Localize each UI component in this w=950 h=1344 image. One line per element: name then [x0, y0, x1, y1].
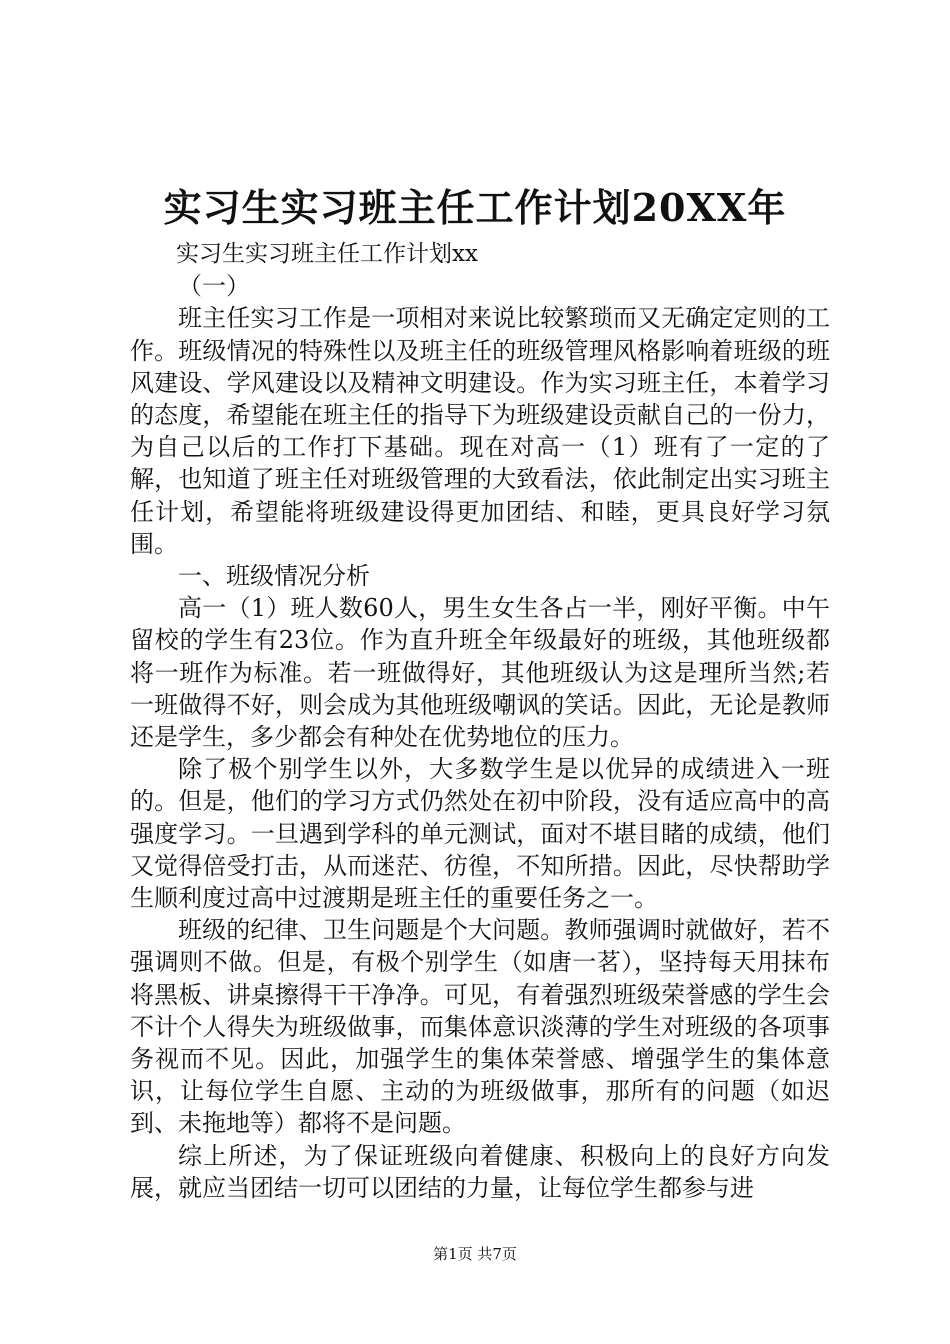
document-subtitle: 实习生实习班主任工作计划xx: [176, 241, 478, 267]
paragraph-study-habits: 除了极个别学生以外，大多数学生是以优异的成绩进入一班的。但是，他们的学习方式仍然处在初中阶段，没有适应高中的高强度学习。一旦遇到学科的单元测试，面对不堪目睹的成绩，他们又觉得倍受打击，从而迷茫、彷徨，不知所措。因此，尽快帮助学生顺利度过高中过渡期是班主任的重要任务之一。: [130, 755, 830, 913]
document-title: 实习生实习班主任工作计划20XX年: [163, 185, 787, 230]
document-body: [130, 238, 830, 1204]
paragraph-intro: 班主任实习工作是一项相对来说比较繁琐而又无确定定则的工作。班级情况的特殊性以及班主任的班级管理风格影响着班级的班风建设、学风建设以及精神文明建设。作为实习班主任，本着学习的态度，希望能在班主任的指导下为班级建设贡献自己的一份力，为自己以后的工作打下基础。现在对高一（1）班有了一定的了解，也知道了班主任对班级管理的大致看法，依此制定出实习班主任计划，希望能将班级建设得更加团结、和睦，更具良好学习氛围。: [130, 304, 830, 558]
section-heading: 一、班级情况分析: [178, 562, 370, 591]
part-label: （一）: [178, 272, 250, 301]
page-footer: 第1页 共7页: [433, 1245, 517, 1263]
paragraph-class-size: 高一（1）班人数60人，男生女生各占一半，刚好平衡。中午留校的学生有23位。作为直升班全年级最好的班级，其他班级都将一班作为标准。若一班做得好，其他班级认为这是理所当然;若一班做得不好，则会成为其他班级嘲讽的笑话。因此，无论是教师还是学生，多少都会有种处在优势地位的压力。: [130, 594, 830, 752]
paragraph-summary: 综上所述，为了保证班级向着健康、积极向上的良好方向发展，就应当团结一切可以团结的力量，让每位学生都参与进: [130, 1141, 830, 1202]
paragraph-discipline: 班级的纪律、卫生问题是个大问题。教师强调时就做好，若不强调则不做。但是，有极个别学生（如唐一茗），坚持每天用抹布将黑板、讲桌擦得干干净净。可见，有着强烈班级荣誉感的学生会不计个人得失为班级做事，而集体意识淡薄的学生对班级的各项事务视而不见。因此，加强学生的集体荣誉感、增强学生的集体意识，让每位学生自愿、主动的为班级做事，那所有的问题（如迟到、未拖地等）都将不是问题。: [130, 916, 830, 1138]
